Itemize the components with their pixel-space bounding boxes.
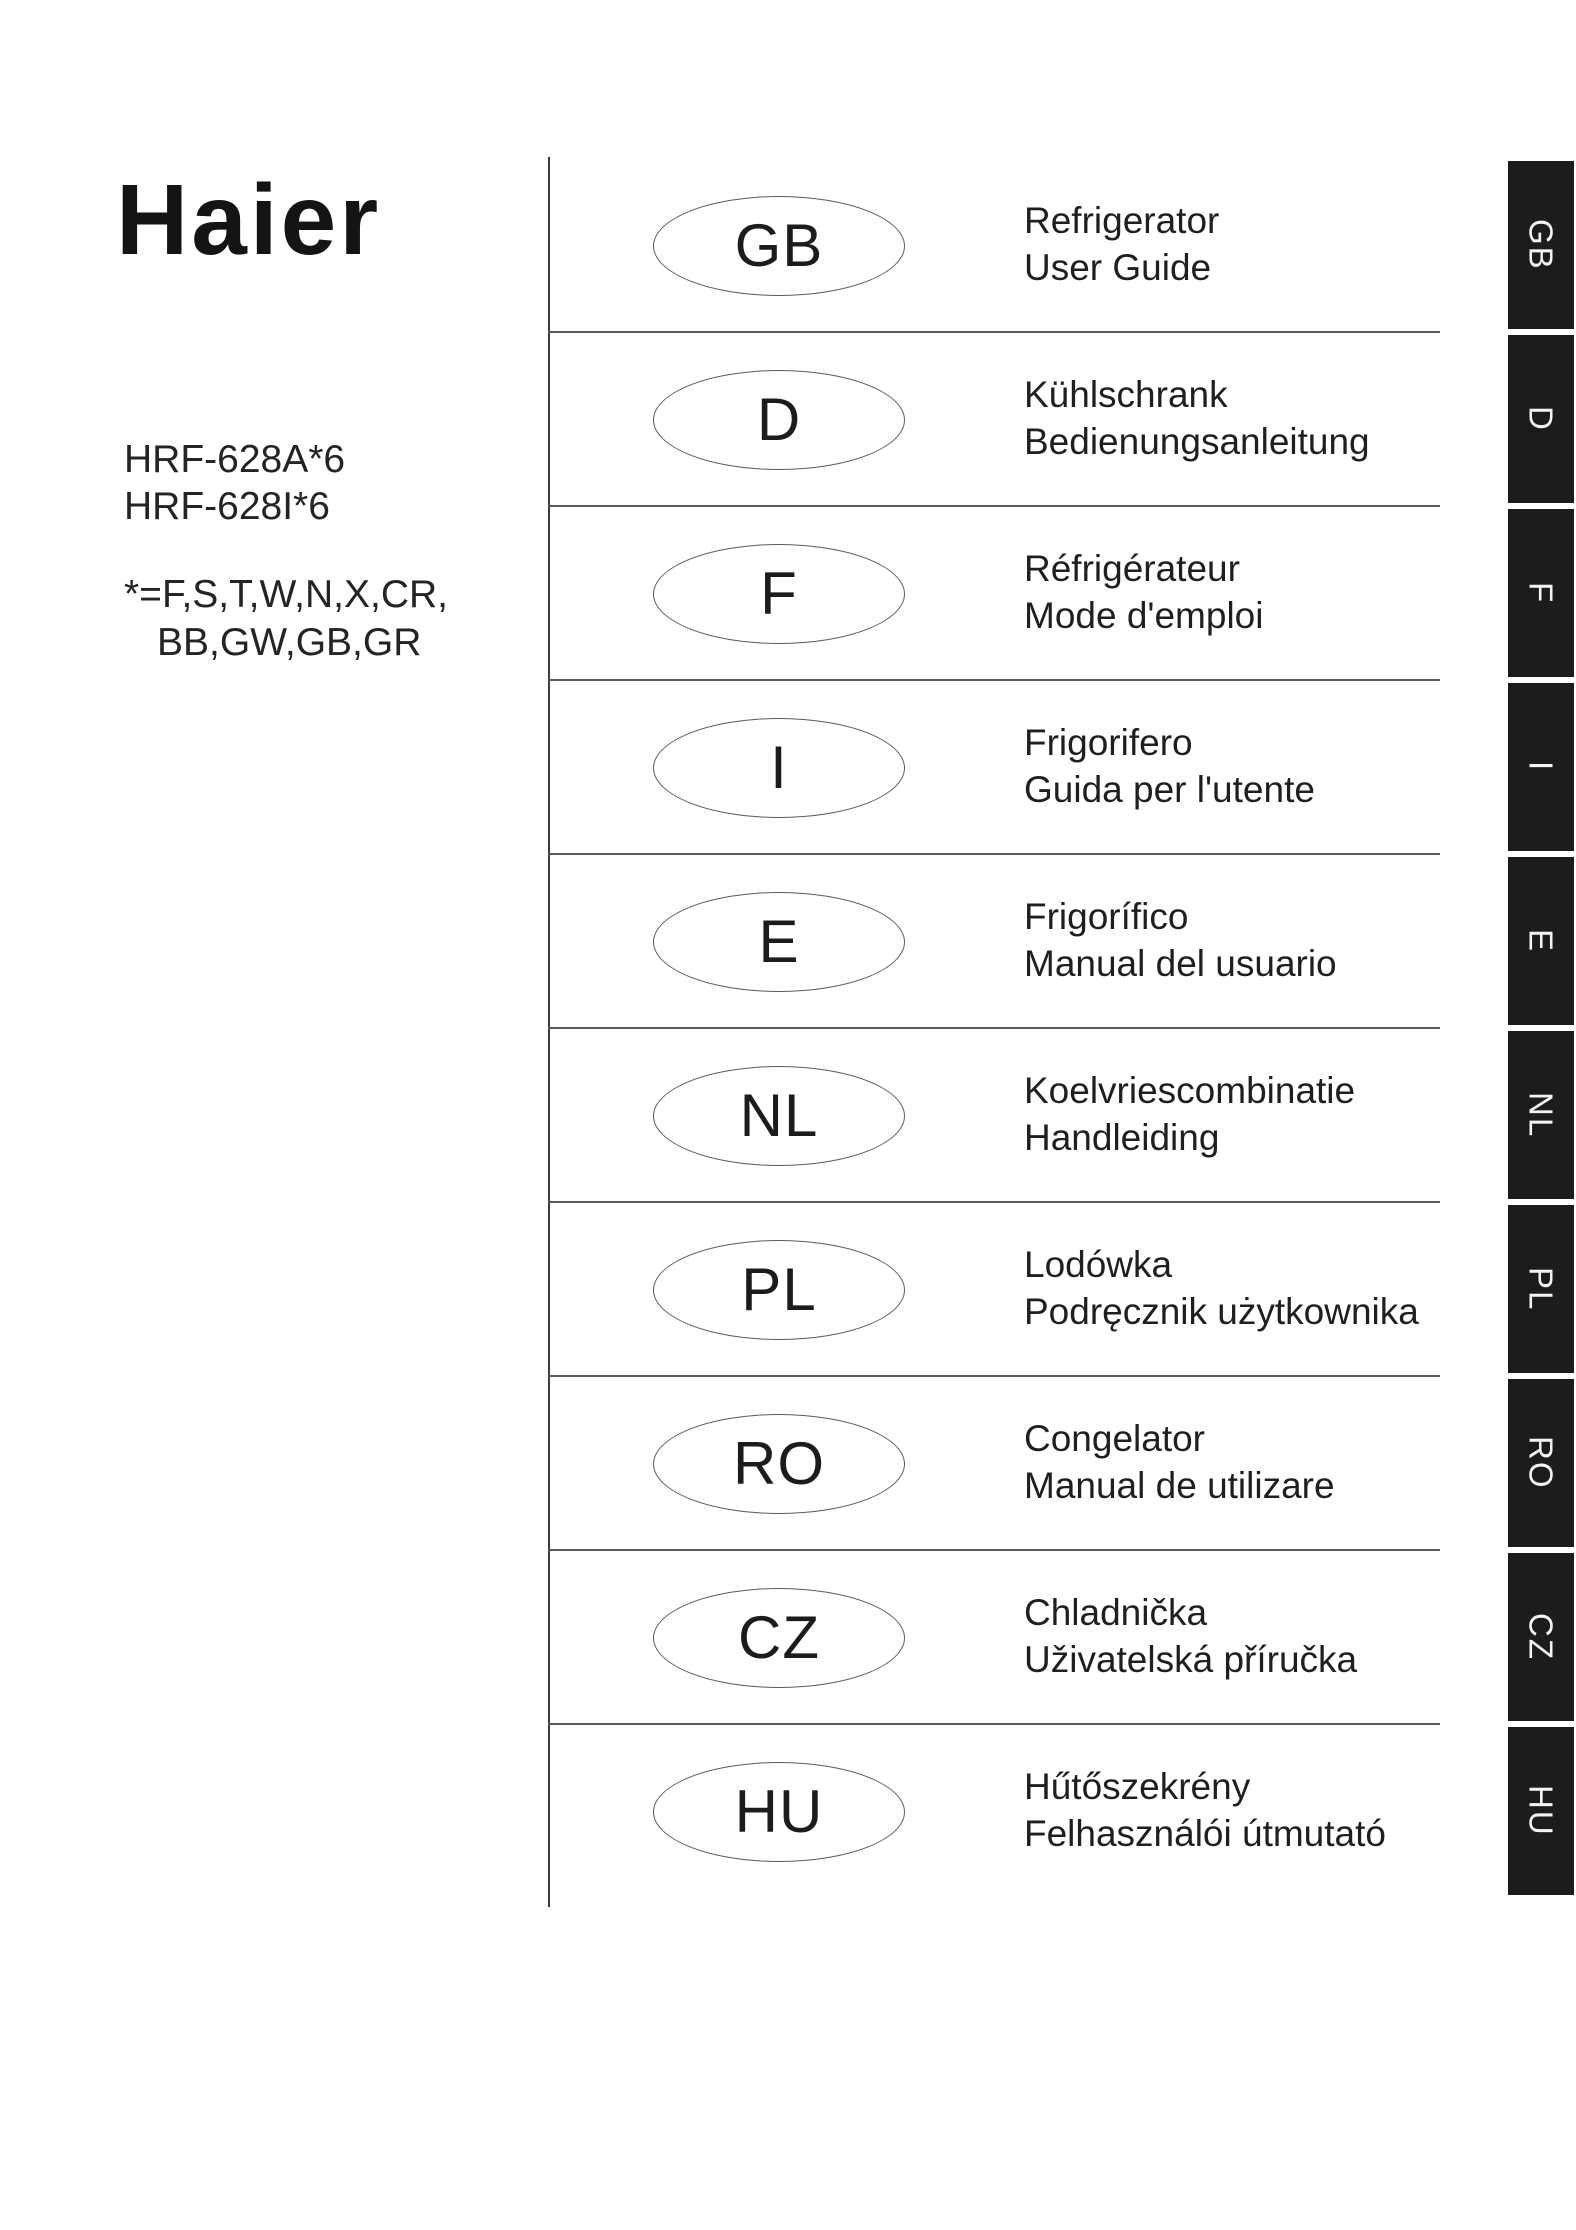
manual-subtitle: Uživatelská příručka bbox=[1024, 1639, 1358, 1680]
language-badge-ellipse bbox=[653, 1762, 905, 1862]
variant-note-line1: *=F,S,T,W,N,X,CR, bbox=[124, 573, 448, 616]
manual-title: Frigorífico bbox=[1024, 896, 1189, 937]
language-row-f bbox=[0, 507, 1508, 681]
language-row-ro bbox=[0, 1377, 1508, 1551]
sidebar-tab-d bbox=[1508, 335, 1574, 503]
manual-title: Frigorifero bbox=[1024, 722, 1193, 763]
language-titles bbox=[1024, 1415, 1335, 1509]
sidebar-tab-i bbox=[1508, 683, 1574, 851]
manual-title: Chladnička bbox=[1024, 1592, 1208, 1633]
model-number-line2: HRF-628I*6 bbox=[124, 485, 330, 528]
language-code-label: I bbox=[770, 734, 788, 801]
language-row-gb bbox=[0, 159, 1508, 333]
sidebar-tab-nl bbox=[1508, 1031, 1574, 1199]
language-badge-ellipse bbox=[653, 1240, 905, 1340]
sidebar-tab-label: GB bbox=[1522, 219, 1560, 271]
language-code-label: HU bbox=[734, 1778, 824, 1845]
manual-subtitle: Manual de utilizare bbox=[1024, 1465, 1335, 1506]
language-badge-ellipse bbox=[653, 718, 905, 818]
sidebar-tab-label: E bbox=[1522, 928, 1560, 953]
manual-title: Hűtőszekrény bbox=[1024, 1766, 1251, 1807]
manual-subtitle: Guida per l'utente bbox=[1024, 769, 1315, 810]
sidebar-tab-label: NL bbox=[1522, 1091, 1560, 1139]
manual-subtitle: User Guide bbox=[1024, 247, 1212, 288]
language-code-label: E bbox=[758, 908, 800, 975]
language-row-e bbox=[0, 855, 1508, 1029]
language-code-label: CZ bbox=[738, 1604, 820, 1671]
manual-title: Koelvriescombinatie bbox=[1024, 1070, 1356, 1111]
sidebar-tab-label: PL bbox=[1522, 1266, 1560, 1312]
language-badge-ellipse bbox=[653, 370, 905, 470]
language-code-label: NL bbox=[739, 1082, 819, 1149]
language-titles bbox=[1024, 1763, 1386, 1857]
language-row-i bbox=[0, 681, 1508, 855]
language-titles bbox=[1024, 1067, 1355, 1161]
sidebar-tab-label: D bbox=[1522, 406, 1560, 432]
manual-subtitle: Manual del usuario bbox=[1024, 943, 1337, 984]
sidebar-tab-label: RO bbox=[1522, 1436, 1560, 1490]
manual-title: Congelator bbox=[1024, 1418, 1206, 1459]
language-code-label: F bbox=[760, 560, 798, 627]
manual-title: Refrigerator bbox=[1024, 200, 1220, 241]
haier-logo: Haier bbox=[116, 164, 382, 276]
manual-subtitle: Bedienungsanleitung bbox=[1024, 421, 1370, 462]
language-code-label: D bbox=[756, 386, 802, 453]
language-titles bbox=[1024, 719, 1315, 813]
sidebar-tab-gb bbox=[1508, 161, 1574, 329]
language-badge-ellipse bbox=[653, 544, 905, 644]
language-row-nl bbox=[0, 1029, 1508, 1203]
language-badge-ellipse bbox=[653, 196, 905, 296]
manual-subtitle: Podręcznik użytkownika bbox=[1024, 1291, 1419, 1332]
model-number-line1: HRF-628A*6 bbox=[124, 438, 346, 481]
sidebar-tab-hu bbox=[1508, 1727, 1574, 1895]
sidebar-tab-label: CZ bbox=[1522, 1613, 1560, 1661]
manual-title: Réfrigérateur bbox=[1024, 548, 1240, 589]
language-badge-ellipse bbox=[653, 892, 905, 992]
language-titles bbox=[1024, 893, 1337, 987]
language-badge-ellipse bbox=[653, 1588, 905, 1688]
language-titles bbox=[1024, 371, 1370, 465]
sidebar-tab-label: HU bbox=[1522, 1785, 1560, 1837]
sidebar-tab-e bbox=[1508, 857, 1574, 1025]
manual-subtitle: Handleiding bbox=[1024, 1117, 1220, 1158]
sidebar-tab-ro bbox=[1508, 1379, 1574, 1547]
sidebar-tab-pl bbox=[1508, 1205, 1574, 1373]
language-badge-ellipse bbox=[653, 1414, 905, 1514]
language-row-pl bbox=[0, 1203, 1508, 1377]
language-row-cz bbox=[0, 1551, 1508, 1725]
language-badge-ellipse bbox=[653, 1066, 905, 1166]
sidebar-tab-cz bbox=[1508, 1553, 1574, 1721]
language-titles bbox=[1024, 545, 1263, 639]
manual-title: Kühlschrank bbox=[1024, 374, 1228, 415]
language-titles bbox=[1024, 1589, 1357, 1683]
language-code-label: GB bbox=[734, 212, 824, 279]
language-row-d bbox=[0, 333, 1508, 507]
sidebar-tab-f bbox=[1508, 509, 1574, 677]
manual-subtitle: Mode d'emploi bbox=[1024, 595, 1264, 636]
manual-title: Lodówka bbox=[1024, 1244, 1173, 1285]
language-row-hu bbox=[0, 1725, 1508, 1899]
variant-note-line2: BB,GW,GB,GR bbox=[157, 621, 422, 664]
sidebar-tab-label: F bbox=[1522, 581, 1560, 605]
language-titles bbox=[1024, 1241, 1419, 1335]
language-code-label: RO bbox=[733, 1430, 825, 1497]
manual-subtitle: Felhasználói útmutató bbox=[1024, 1813, 1386, 1854]
language-titles bbox=[1024, 197, 1219, 291]
sidebar-tab-label: I bbox=[1522, 761, 1560, 773]
language-code-label: PL bbox=[741, 1256, 817, 1323]
